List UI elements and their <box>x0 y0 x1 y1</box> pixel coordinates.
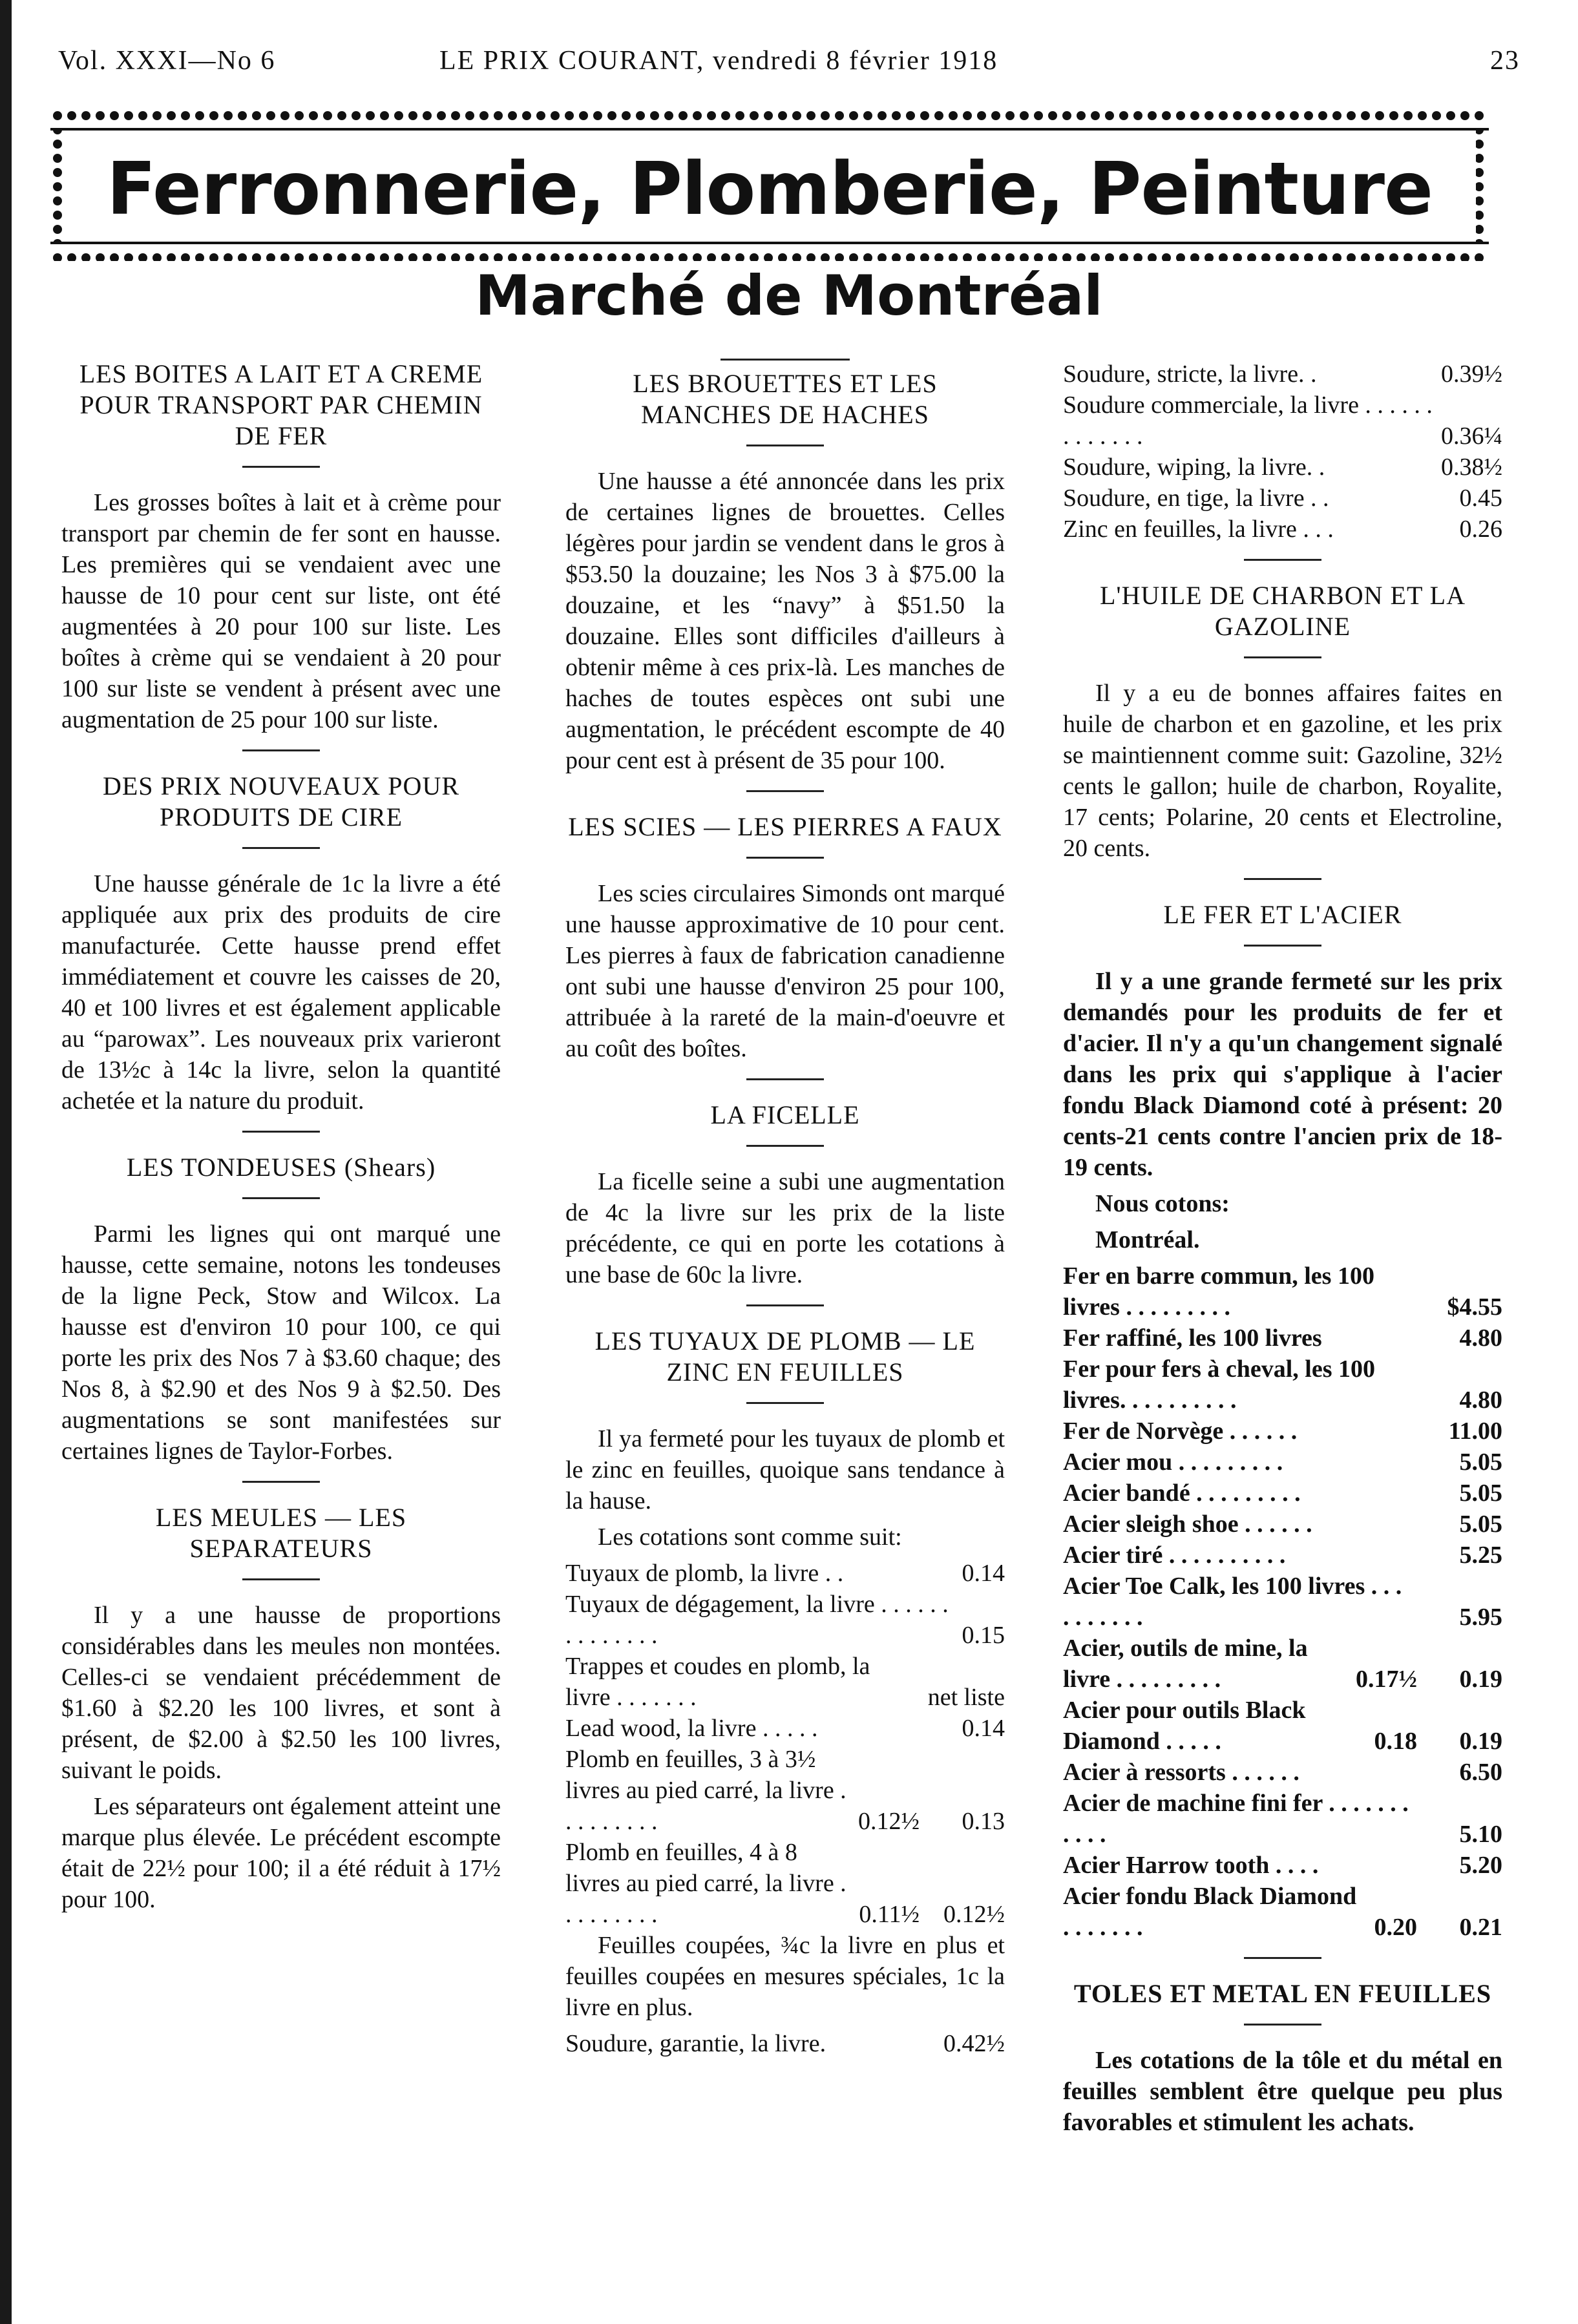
divider <box>746 1145 824 1147</box>
divider <box>242 847 320 849</box>
price-label: Tuyaux de plomb, la livre . . <box>565 1560 844 1587</box>
publication-date: LE PRIX COURANT, vendredi 8 février 1918 <box>439 46 998 76</box>
article-text: Les scies circulaires Simonds ont marqué une hausse approximative de 10 pour cent. Les pierres à faux de fabrication canadienne ont subi une hausse d'environ 25 pour 100, attribuée à la rareté de la main-d'oeuvre et au coût des boîtes. <box>565 880 1005 1062</box>
article-heading: LES TONDEUSES (Shears) <box>126 1153 436 1182</box>
article-text: Les grosses boîtes à lait et à crème pour transport par chemin de fer sont en hausse. Les premières qui se vendaient avec une hausse de 10 pour cent sur liste, ont été augmentées à 20 pour 100 sur liste. Les boîtes à crème qui se vendaient à 20 pour 100 sur liste se vendent à présent avec une augmentation de 25 pour 100 sur liste. <box>61 489 501 733</box>
price-label: Acier mou . . . . . . . . . <box>1063 1449 1283 1476</box>
price-label: Tuyaux de dégagement, la livre . . . . . . . . . . . . . . <box>565 1591 949 1649</box>
divider <box>242 749 320 751</box>
price-value: 0.14 <box>962 1560 1005 1587</box>
price-value-max: 5.25 <box>1459 1542 1502 1569</box>
price-value-max: 0.12½ <box>943 1901 1005 1928</box>
price-label: Soudure, stricte, la livre. . <box>1063 361 1317 388</box>
article-text: Il y a eu de bonnes affaires faites en huile de charbon et en gazoline, et les prix se maintiennent comme suit: Gazoline, 32½ cents le gallon; huile de charbon, Royalite, 17 cents; Polarine, 20 cents et Electroline, 20 cents. <box>1063 680 1502 862</box>
article-text: La ficelle seine a subi une augmentation de 4c la livre sur les prix de la liste précédente, ce qui en porte les cotations à une base de 60c la livre. <box>565 1168 1005 1288</box>
divider <box>242 1481 320 1483</box>
article-heading: LES BOITES A LAIT ET A CREME POUR TRANSPORT PAR CHEMIN DE FER <box>79 359 483 450</box>
price-row <box>1063 483 1502 514</box>
price-row <box>1063 1540 1502 1571</box>
price-row <box>1063 1633 1502 1695</box>
divider <box>1244 945 1321 947</box>
section-banner <box>50 109 1489 264</box>
article-text: Il y a une hausse de proportions considérables dans les meules non montées. Celles-ci se vendaient précédemment de $1.60 à $2.20 les 100 livres, et sont à présent, de $2.00 à $2.50 les 100 livres, suivant le poids. <box>61 1602 501 1784</box>
article-text: Les cotations de la tôle et du métal en feuilles semblent être quelque peu plus favorables et stimulent les achats. <box>1063 2047 1502 2136</box>
divider <box>746 1078 824 1080</box>
price-row <box>565 1651 1005 1713</box>
price-label: Plomb en feuilles, 4 à 8 livres au pied carré, la livre . . . . . . . . . <box>565 1839 847 1928</box>
price-label: Trappes et coudes en plomb, la livre . . . . . . . <box>565 1653 870 1711</box>
article-text: Il ya fermeté pour les tuyaux de plomb et le zinc en feuilles, quoique sans tendance à la hause. <box>565 1425 1005 1514</box>
price-label: Acier à ressorts . . . . . . <box>1063 1759 1299 1786</box>
divider <box>746 790 824 792</box>
price-row <box>1063 1881 1502 1943</box>
price-value: 0.20 <box>1374 1914 1417 1941</box>
price-label: Lead wood, la livre . . . . . <box>565 1715 818 1742</box>
price-value-max: 0.13 <box>962 1808 1005 1835</box>
price-row <box>565 1558 1005 1589</box>
price-value-max: 5.10 <box>1459 1821 1502 1848</box>
price-row <box>1063 390 1502 452</box>
price-row <box>1063 1571 1502 1633</box>
price-row <box>1063 1695 1502 1757</box>
price-value: net liste <box>927 1684 1005 1711</box>
article-text: Une hausse générale de 1c la livre a été appliquée aux prix des produits de cire manufacturée. Cette hausse prend effet immédiatement et couvre les caisses de 20, 40 et 100 livres et est également applicable au “parowax”. Les nouveaux prix varieront de 13½c à 14c la livre, selon la quantité achetée et la nature du produit. <box>61 870 501 1115</box>
article-text: Les séparateurs ont également atteint une marque plus élevée. Le précédent escompte était de 22½ pour 100; il a été réduit à 17½ pour 100. <box>61 1793 501 1913</box>
divider <box>1244 656 1321 658</box>
price-label: Acier Harrow tooth . . . . <box>1063 1852 1319 1879</box>
price-label: Acier de machine fini fer . . . . . . . . . . . <box>1063 1790 1409 1848</box>
price-row <box>565 2028 1005 2059</box>
price-value-max: 0.19 <box>1459 1666 1502 1693</box>
price-label: Fer pour fers à cheval, les 100 livres. . . . . . . . . . <box>1063 1356 1376 1414</box>
price-label: Fer en barre commun, les 100 livres . . . . . . . . . <box>1063 1262 1374 1321</box>
section-title: Ferronnerie, Plomberie, Peinture <box>107 147 1433 231</box>
price-value-max: 5.20 <box>1459 1852 1502 1879</box>
price-value-max: 4.80 <box>1459 1387 1502 1414</box>
price-row <box>1063 1478 1502 1509</box>
price-value: 0.38½ <box>1441 454 1502 481</box>
volume-number: Vol. XXXI—No 6 <box>58 46 276 76</box>
price-label: Acier, outils de mine, la livre . . . . . . . . . <box>1063 1635 1308 1693</box>
price-label: Acier fondu Black Diamond . . . . . . . <box>1063 1883 1357 1941</box>
price-value: 0.18 <box>1374 1728 1417 1755</box>
price-row <box>1063 1323 1502 1354</box>
divider <box>1244 559 1321 561</box>
price-row <box>1063 1261 1502 1323</box>
price-value-max: 5.05 <box>1459 1511 1502 1538</box>
price-value: 0.36¼ <box>1441 423 1502 450</box>
price-row <box>1063 452 1502 483</box>
price-row <box>1063 1509 1502 1540</box>
price-value-max: 6.50 <box>1459 1759 1502 1786</box>
article-heading: DES PRIX NOUVEAUX POUR PRODUITS DE CIRE <box>102 771 460 832</box>
price-value-max: 11.00 <box>1448 1418 1502 1445</box>
page-number: 23 <box>1490 46 1520 76</box>
price-value: 0.26 <box>1459 516 1502 543</box>
price-value-max: 0.21 <box>1459 1914 1502 1941</box>
price-label: Acier pour outils Black Diamond . . . . . <box>1063 1697 1306 1755</box>
divider <box>1244 878 1321 880</box>
price-value: 0.11½ <box>859 1901 920 1928</box>
price-label: Acier Toe Calk, les 100 livres . . . . . . . . . . <box>1063 1573 1402 1631</box>
price-value-max: $4.55 <box>1447 1293 1502 1321</box>
price-label: Soudure, garantie, la livre. <box>565 2030 826 2057</box>
scan-edge <box>0 0 12 2324</box>
divider <box>242 1131 320 1133</box>
price-intro: Nous cotons: <box>1095 1190 1230 1217</box>
price-row <box>565 1713 1005 1744</box>
page-header <box>52 45 1526 84</box>
divider <box>721 359 850 361</box>
price-label: Fer raffiné, les 100 livres <box>1063 1324 1322 1352</box>
price-row <box>565 1589 1005 1651</box>
divider <box>746 445 824 446</box>
article-text: Il y a une grande fermeté sur les prix demandés pour les produits de fer et d'acier. Il n'y a qu'un changement signalé dans les prix qui s'applique à l'acier fondu Black Diamond coté à présent: 20 cents-21 cents contre l'ancien prix de 18-19 cents. <box>1063 968 1502 1181</box>
price-row <box>565 1744 1005 1837</box>
price-row <box>1063 1788 1502 1850</box>
price-intro: Les cotations sont comme suit: <box>598 1523 902 1551</box>
price-value: 0.42½ <box>943 2030 1005 2057</box>
price-value: 0.14 <box>962 1715 1005 1742</box>
article-text: Parmi les lignes qui ont marqué une hausse, cette semaine, notons les tondeuses de la ligne Peck, Stow and Wilcox. La hausse est d'environ 10 pour 100, ce qui porte les prix des Nos 7 à $3.60 chaque; des Nos 8, à $2.90 et des Nos 9 à $2.50. Des augmentations se sont manifestées sur certaines lignes de Taylor-Forbes. <box>61 1220 501 1465</box>
divider <box>746 857 824 859</box>
price-row <box>1063 514 1502 545</box>
divider <box>1244 2024 1321 2026</box>
price-value: 0.39½ <box>1441 361 1502 388</box>
market-subtitle: Marché de Montréal <box>475 264 1103 328</box>
price-row <box>1063 1416 1502 1447</box>
column-3 <box>1063 359 1502 2143</box>
price-value: 0.45 <box>1459 485 1502 512</box>
price-value-max: 5.95 <box>1459 1604 1502 1631</box>
price-row <box>1063 1354 1502 1416</box>
price-value: 0.17½ <box>1356 1666 1417 1693</box>
price-label: Fer de Norvège . . . . . . <box>1063 1418 1298 1445</box>
divider <box>746 1402 824 1404</box>
price-label: Zinc en feuilles, la livre . . . <box>1063 516 1334 543</box>
price-label: Soudure, en tige, la livre . . <box>1063 485 1329 512</box>
article-heading: LES MEULES — LES SEPARATEURS <box>155 1503 407 1563</box>
divider <box>1244 1957 1321 1959</box>
article-heading: TOLES ET METAL EN FEUILLES <box>1073 1979 1492 2008</box>
price-row <box>1063 1850 1502 1881</box>
divider <box>242 1197 320 1199</box>
price-value-max: 0.19 <box>1459 1728 1502 1755</box>
article-heading: LA FICELLE <box>710 1100 860 1129</box>
divider <box>242 1578 320 1580</box>
price-value-max: 4.80 <box>1459 1324 1502 1352</box>
price-label: Acier sleigh shoe . . . . . . <box>1063 1511 1312 1538</box>
price-label: Acier bandé . . . . . . . . . <box>1063 1480 1301 1507</box>
price-city: Montréal. <box>1095 1226 1200 1253</box>
price-label: Soudure commerciale, la livre . . . . . . . . . . . . . <box>1063 392 1433 450</box>
price-row <box>1063 1757 1502 1788</box>
price-row <box>565 1837 1005 1930</box>
price-value-max: 5.05 <box>1459 1449 1502 1476</box>
price-value: 0.15 <box>962 1622 1005 1649</box>
price-label: Plomb en feuilles, 3 à 3½ livres au pied carré, la livre . . . . . . . . . <box>565 1746 847 1835</box>
price-value: 0.12½ <box>858 1808 920 1835</box>
article-heading: LES BROUETTES ET LES MANCHES DE HACHES <box>633 369 938 429</box>
divider <box>746 1304 824 1306</box>
article-heading: LES TUYAUX DE PLOMB — LE ZINC EN FEUILLES <box>594 1326 976 1387</box>
article-text: Une hausse a été annoncée dans les prix de certaines lignes de brouettes. Celles légères pour jardin se vendent dans le gros à $53.50 la douzaine; les Nos 3 à $75.00 la douzaine, et les “navy” à $51.50 la douzaine. Elles sont difficiles d'ailleurs à obtenir même à ces prix-là. Les manches de haches de toutes espèces ont subi une augmentation, le précédent escompte de 40 pour cent est à présent de 35 pour 100. <box>565 468 1005 774</box>
price-value-max: 5.05 <box>1459 1480 1502 1507</box>
price-row <box>1063 1447 1502 1478</box>
column-2 <box>565 359 1005 2059</box>
article-heading: LE FER ET L'ACIER <box>1163 900 1402 929</box>
column-1 <box>61 359 501 1920</box>
divider <box>242 466 320 468</box>
price-label: Soudure, wiping, la livre. . <box>1063 454 1325 481</box>
price-label: Acier tiré . . . . . . . . . . <box>1063 1542 1286 1569</box>
price-row <box>1063 359 1502 390</box>
article-heading: L'HUILE DE CHARBON ET LA GAZOLINE <box>1100 581 1466 641</box>
article-heading: LES SCIES — LES PIERRES A FAUX <box>568 812 1002 841</box>
article-text: Feuilles coupées, ¾c la livre en plus et feuilles coupées en mesures spéciales, 1c la livre en plus. <box>565 1932 1005 2021</box>
